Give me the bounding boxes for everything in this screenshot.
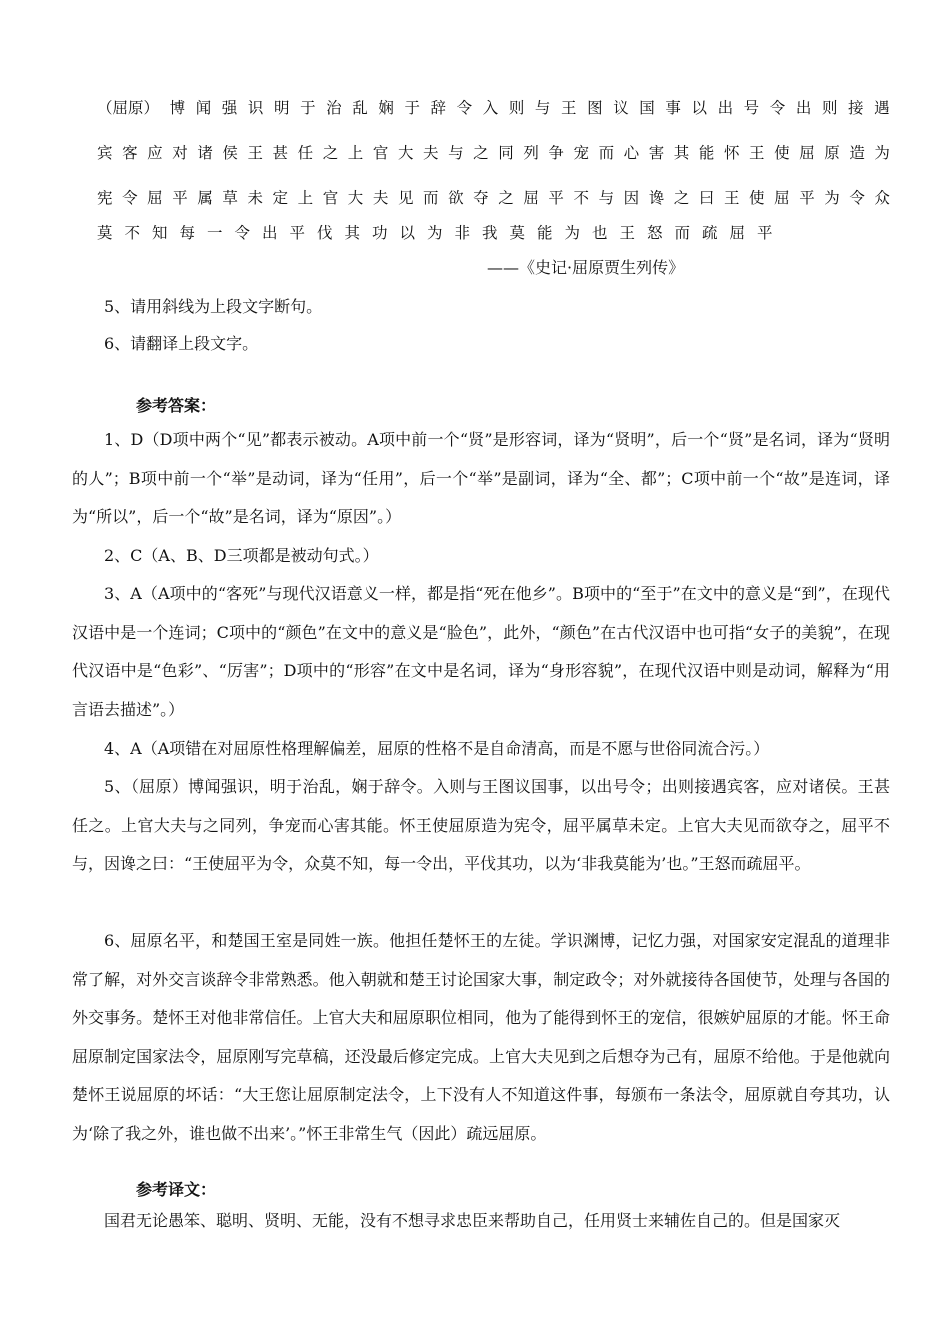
passage-char: 不 — [573, 189, 589, 207]
answer-2: 2、C（A、B、D三项都是被动句式。） — [104, 546, 379, 565]
passage-char: 则 — [821, 99, 838, 117]
passage-char: 乱 — [352, 99, 368, 117]
passage-char: 明 — [273, 99, 290, 117]
passage-char: 甚 — [272, 144, 289, 162]
passage-char: 宾 — [97, 144, 113, 162]
question-6: 6、请翻译上段文字。 — [104, 334, 259, 353]
passage-char: （屈原） — [97, 99, 160, 117]
passage-char: 曰 — [698, 189, 715, 207]
passage-char: 官 — [372, 144, 389, 162]
passage-char: 草 — [222, 189, 238, 207]
passage-char: 治 — [326, 99, 342, 117]
passage-char: 平 — [172, 189, 188, 207]
passage-char: 害 — [648, 144, 665, 162]
passage-char: 大 — [347, 189, 364, 207]
passage-char: 见 — [397, 189, 414, 207]
passage-char: 而 — [598, 144, 615, 162]
passage-char: 令 — [122, 189, 138, 207]
passage-char: 图 — [587, 99, 603, 117]
answer-6: 6、屈原名平，和楚国王室是同姓一族。他担任楚怀王的左徒。学识渊博，记忆力强，对国家安定混乱的道理非常了解，对外交言谈辞令非常熟悉。他入朝就和楚王讨论国家大事，制定政令；对外就接待各国使节，处理与各国的外交事务。楚怀王对他非常信任。上官大夫和屈原职位相同，他为了能得到怀王的宠信，很嫉妒屈原的才能。怀王命屈原制定国家法令，屈原刚写完草稿，还没最后修定完成。上官大夫见到之后想夺为己有，屈原不给他。于是他就向楚怀王说屈原的坏话：“大王您让屈原制定法令，上下没有人不知道这件事，每颁布一条法令，屈原就自夸其功，认为‘除了我之外，谁也做不出来’。”怀王非常生气（因此）疏远屈原。 — [72, 931, 890, 1143]
passage-char: 辞 — [430, 99, 447, 117]
passage-source: ——《史记·屈原贾生列传》 — [487, 258, 685, 277]
passage-char: 于 — [300, 99, 316, 117]
passage-char: 争 — [548, 144, 564, 162]
passage-char: 上 — [347, 144, 364, 162]
question-5: 5、请用斜线为上段文字断句。 — [104, 297, 323, 316]
passage-char: 之 — [498, 189, 514, 207]
passage-char: 夺 — [473, 189, 489, 207]
passage-char: 为 — [874, 144, 890, 162]
passage-char: 夫 — [423, 144, 439, 162]
passage-char: 出 — [795, 99, 812, 117]
passage-char: 之 — [322, 144, 339, 162]
passage-char: 王 — [561, 99, 577, 117]
passage-char: 侯 — [222, 144, 238, 162]
passage-char: 造 — [849, 144, 865, 162]
passage-char: 于 — [404, 99, 420, 117]
passage-char: 怀 — [723, 144, 740, 162]
passage-char: 王 — [723, 189, 740, 207]
passage-line-3 — [97, 188, 890, 208]
passage-char: 之 — [473, 144, 489, 162]
passage-char: 闻 — [195, 99, 212, 117]
answer-5: 5、（屈原）博闻强识，明于治乱，娴于辞令。入则与王图议国事，以出号令；出则接遇宾客，应对诸侯。王甚任之。上官大夫与之同列，争宠而心害其能。怀王使屈原造为宪令，屈平属草未定。上官大夫见而欲夺之，屈平不与，因谗之曰：“王使屈平为令，众莫不知，每一令出，平伐其功，以为‘非我莫能为’也。”王怒而疏屈平。 — [72, 777, 890, 873]
passage-char: 任 — [297, 144, 314, 162]
passage-char: 上 — [297, 189, 314, 207]
passage-char: 对 — [172, 144, 188, 162]
passage-char: 使 — [774, 144, 790, 162]
passage-char: 谗 — [648, 189, 665, 207]
passage-char: 入 — [482, 99, 499, 117]
passage-char: 博 — [169, 99, 186, 117]
passage-char: 能 — [698, 144, 715, 162]
passage-line-4: 莫不知每一令出平伐其功以为非我莫能为也王怒而疏屈平 — [97, 224, 785, 242]
passage-char: 议 — [613, 99, 629, 117]
passage-char: 因 — [623, 189, 640, 207]
passage-char: 列 — [523, 144, 539, 162]
passage-char: 屈 — [774, 189, 790, 207]
passage-line-2 — [97, 143, 890, 163]
answers-heading: 参考答案： — [136, 396, 217, 415]
passage-char: 则 — [508, 99, 525, 117]
passage-char: 欲 — [448, 189, 464, 207]
passage-char: 令 — [769, 99, 786, 117]
passage-line-1 — [97, 98, 890, 118]
answer-4: 4、A（A项错在对屈原性格理解偏差，屈原的性格不是自命清高，而是不愿与世俗同流合污。） — [104, 739, 770, 758]
passage-char: 与 — [534, 99, 551, 117]
passage-char: 官 — [322, 189, 339, 207]
passage-char: 令 — [456, 99, 473, 117]
passage-char: 令 — [849, 189, 865, 207]
passage-char: 号 — [743, 99, 760, 117]
passage-char: 定 — [272, 189, 289, 207]
passage-char: 屈 — [147, 189, 163, 207]
passage-char: 之 — [673, 189, 690, 207]
passage-char: 使 — [749, 189, 765, 207]
translation-text: 国君无论愚笨、聪明、贤明、无能，没有不想寻求忠臣来帮助自己，任用贤士来辅佐自己的。但是国家灭 — [104, 1211, 841, 1230]
passage-char: 应 — [147, 144, 163, 162]
passage-char: 王 — [749, 144, 765, 162]
passage-char: 屈 — [799, 144, 815, 162]
passage-char: 平 — [799, 189, 815, 207]
passage-char: 原 — [824, 144, 840, 162]
passage-char: 宪 — [97, 189, 113, 207]
passage-char: 国 — [639, 99, 655, 117]
answer-1: 1、D（D项中两个“见”都表示被动。A项中前一个“贤”是形容词，译为“贤明”，后一个“贤”是名词，译为“贤明的人”；B项中前一个“举”是动词，译为“任用”，后一个“举”是副词，译为“全、都”；C项中前一个“故”是连词，译为“所以”，后一个“故”是名词，译为“原因”。） — [72, 430, 890, 526]
passage-char: 大 — [397, 144, 414, 162]
passage-char: 夫 — [372, 189, 389, 207]
passage-char: 平 — [548, 189, 564, 207]
answer-3: 3、A（A项中的“客死”与现代汉语意义一样，都是指“死在他乡”。B项中的“至于”在文中的意义是“到”，在现代汉语中是一个连词；C项中的“颜色”在文中的意义是“脸色”，此外，“颜色”在古代汉语中也可指“女子的美貌”，在现代汉语中是“色彩”、“厉害”；D项中的“形容”在文中是名词，译为“身形容貌”，在现代汉语中则是动词，解释为“用言语去描述”。） — [72, 584, 890, 719]
passage-char: 接 — [848, 99, 864, 117]
passage-char: 而 — [423, 189, 439, 207]
passage-char: 心 — [623, 144, 640, 162]
passage-char: 娴 — [378, 99, 394, 117]
passage-char: 屈 — [523, 189, 539, 207]
passage-char: 同 — [498, 144, 514, 162]
passage-char: 与 — [448, 144, 464, 162]
passage-char: 遇 — [874, 99, 890, 117]
passage-char: 其 — [673, 144, 690, 162]
passage-char: 出 — [717, 99, 734, 117]
passage-char: 王 — [247, 144, 263, 162]
passage-char: 强 — [221, 99, 238, 117]
passage-char: 宠 — [573, 144, 589, 162]
passage-char: 与 — [598, 189, 615, 207]
passage-char: 诸 — [197, 144, 213, 162]
passage-char: 以 — [691, 99, 707, 117]
passage-char: 属 — [197, 189, 213, 207]
passage-char: 为 — [824, 189, 840, 207]
passage-char: 事 — [665, 99, 681, 117]
passage-char: 客 — [122, 144, 138, 162]
passage-char: 未 — [247, 189, 263, 207]
passage-char: 众 — [874, 189, 890, 207]
passage-char: 识 — [247, 99, 264, 117]
translation-heading: 参考译文： — [136, 1180, 217, 1199]
